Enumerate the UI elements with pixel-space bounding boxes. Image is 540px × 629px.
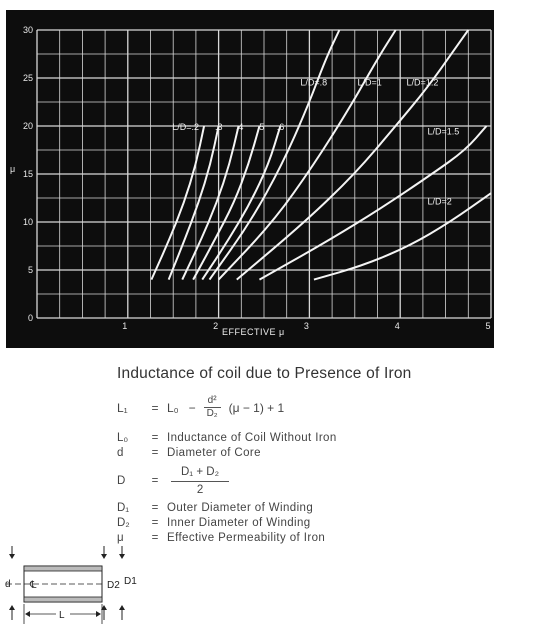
formula-lhs: L₁ xyxy=(117,400,128,415)
series-label: .6 xyxy=(276,121,285,132)
d-label: d xyxy=(5,579,11,590)
y-tick-label: 10 xyxy=(22,217,33,227)
definition-row xyxy=(117,500,497,515)
x-tick-label: 5 xyxy=(485,321,491,331)
x-tick-label: 2 xyxy=(213,321,219,331)
def-text: Outer Diameter of Winding xyxy=(167,501,314,514)
main-formula xyxy=(117,395,497,420)
series-label: .5 xyxy=(256,121,265,132)
d-formula-eq: = xyxy=(151,475,159,487)
tick-labels xyxy=(23,25,491,331)
def-text: Diameter of Core xyxy=(167,446,261,459)
def-symbol: D₂ xyxy=(117,516,130,529)
d-formula-den: 2 xyxy=(196,483,204,496)
definition-row xyxy=(117,530,497,545)
def-symbol: L₀ xyxy=(117,431,129,444)
formula-frac-num: d² xyxy=(204,395,221,408)
y-tick-label: 20 xyxy=(22,121,33,131)
formula-term2: (μ − 1) + 1 xyxy=(228,400,285,415)
series-label: .3 xyxy=(214,121,223,132)
series-line xyxy=(219,30,396,280)
series-label: L/D=1 xyxy=(357,77,382,88)
d-formula-row xyxy=(117,462,497,500)
d1-top-arrowhead xyxy=(119,554,125,559)
def-text: Inner Diameter of Winding xyxy=(167,516,311,529)
series-lines xyxy=(151,30,491,280)
centerline-label: ℄ xyxy=(30,580,37,591)
y-axis-title: μ xyxy=(10,164,16,174)
d1-bottom-arrowhead xyxy=(119,605,125,610)
d-top-arrowhead xyxy=(9,554,15,559)
coil-bottom-winding xyxy=(24,597,102,602)
series-label: L/D=.8 xyxy=(300,77,328,88)
d2-label: D2 xyxy=(107,580,120,591)
chart-panel xyxy=(6,10,494,348)
def-eq: = xyxy=(151,501,159,514)
x-axis-title: EFFECTIVE μ xyxy=(222,327,285,337)
series-label: L/D=.2 xyxy=(172,121,200,132)
def-eq: = xyxy=(151,446,159,459)
formula-minus: − xyxy=(188,400,196,415)
y-tick-label: 0 xyxy=(27,313,33,323)
d1-label: D1 xyxy=(124,576,137,587)
x-tick-label: 3 xyxy=(303,321,309,331)
series-label: .4 xyxy=(235,121,244,132)
formula-frac-den: D₂ xyxy=(206,408,218,419)
def-text: Inductance of Coil Without Iron xyxy=(167,431,337,444)
series-line xyxy=(314,193,491,279)
d-formula-fraction xyxy=(171,465,229,498)
y-tick-label: 30 xyxy=(22,25,33,35)
d2-top-arrowhead xyxy=(101,554,107,559)
definition-row xyxy=(117,430,497,445)
series-label: L/D=2 xyxy=(427,196,452,207)
series-line xyxy=(182,126,238,280)
def-symbol: D₁ xyxy=(117,501,130,514)
d-formula-symbol: D xyxy=(117,475,126,487)
formula-fraction xyxy=(204,395,221,420)
coil-top-winding xyxy=(24,566,102,571)
l-dim-arrow-right xyxy=(96,611,101,617)
definition-row xyxy=(117,515,497,530)
chart xyxy=(6,10,494,348)
l-dim-arrow-left xyxy=(25,611,30,617)
coil-diagram xyxy=(4,544,154,628)
definition-row xyxy=(117,445,497,460)
def-symbol: μ xyxy=(117,531,124,544)
d-bottom-arrowhead xyxy=(9,605,15,610)
def-eq: = xyxy=(151,516,159,529)
def-symbol: d xyxy=(117,446,124,459)
page-title: Inductance of coil due to Presence of Iron xyxy=(117,365,412,382)
formula-panel xyxy=(117,365,497,545)
x-tick-label: 1 xyxy=(122,321,128,331)
l-label: L xyxy=(59,610,65,621)
y-tick-label: 15 xyxy=(22,169,33,179)
x-tick-label: 4 xyxy=(394,321,400,331)
series-label: L/D=1.2 xyxy=(406,77,439,88)
def-eq: = xyxy=(151,431,159,444)
d-formula-num: D₁ + D₂ xyxy=(171,465,229,482)
formula-eq: = xyxy=(151,400,159,415)
y-tick-label: 25 xyxy=(22,73,33,83)
series-label: L/D=1.5 xyxy=(427,126,460,137)
y-tick-label: 5 xyxy=(27,265,33,275)
series-line xyxy=(259,126,486,280)
def-text: Effective Permeability of Iron xyxy=(167,531,326,544)
def-eq: = xyxy=(151,531,159,544)
formula-term1: L₀ xyxy=(167,400,179,415)
